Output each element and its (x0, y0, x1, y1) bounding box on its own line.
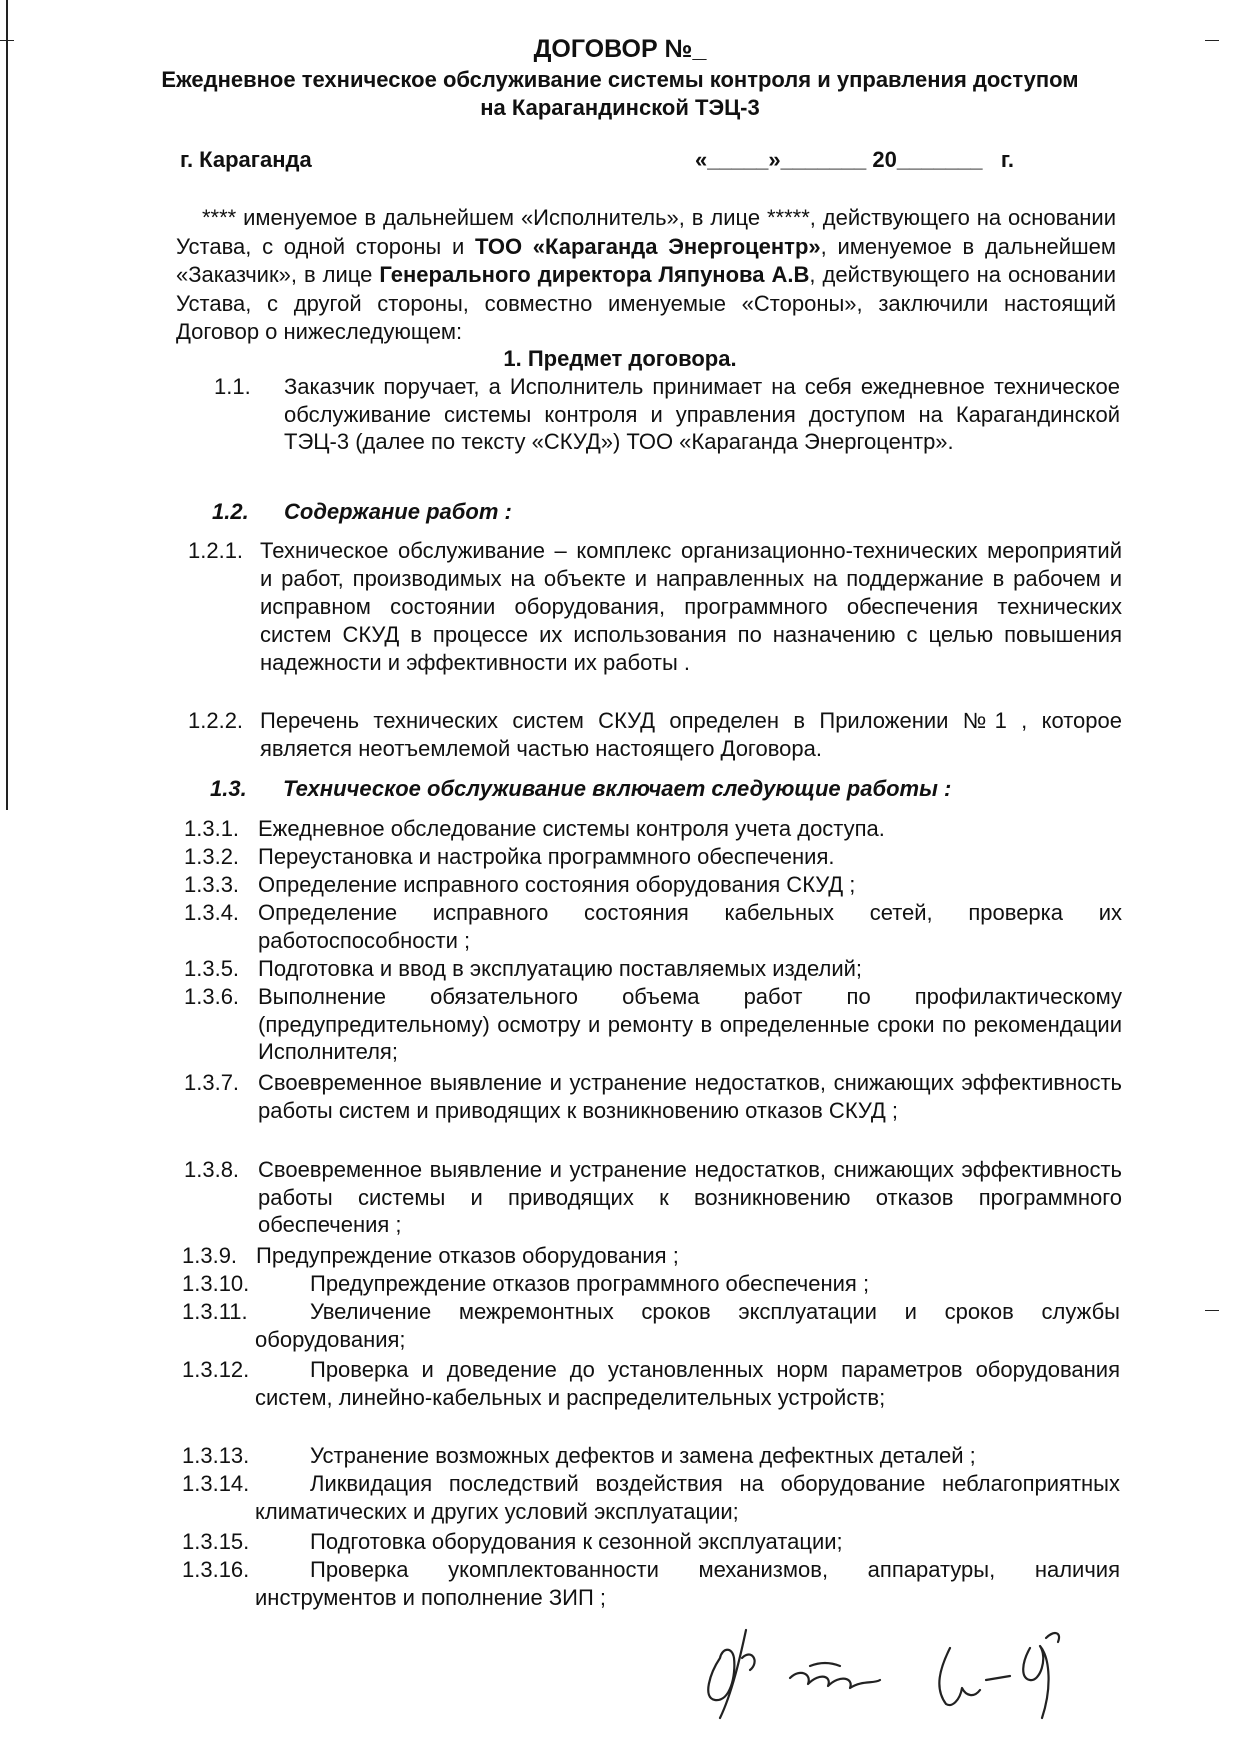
item-text: Своевременное выявление и устранение недостатков, снижающих эффективность работы системы и приводящих к возникновению отказов программного обеспечения ; (258, 1157, 1122, 1237)
clause-number: 1.1. (214, 374, 251, 399)
item-number: 1.3.2. (184, 844, 240, 869)
list-item (0, 1442, 1240, 1470)
handwritten-signature (690, 1618, 1110, 1728)
item-text: Предупреждение отказов программного обеспечения ; (310, 1271, 870, 1296)
item-text: Переустановка и настройка программного обеспечения. (258, 844, 835, 869)
item-text: Устранение возможных дефектов и замена дефектных деталей ; (310, 1443, 976, 1468)
list-item (0, 955, 1240, 983)
preamble-text-3: , действующего на основании Устава, с другой стороны, совместно именуемые «Стороны», заключили настоящий Договор о нижеследующем: (176, 262, 1116, 344)
clause-text: Техническое обслуживание – комплекс организационно-технических мероприятий и работ, производимых на объекте и направленных на поддержание в рабочем и исправном состоянии оборудования, программного обеспечения технических систем СКУД в процессе их использования по назначению с целью повышения надежности и эффективности их работы . (260, 538, 1122, 675)
list-item (0, 1298, 1240, 1354)
clause-text: Заказчик поручает, а Исполнитель принимает на себя ежедневное техническое обслуживание системы контроля и управления доступом на Карагандинской ТЭЦ-3 (далее по тексту «СКУД») ТОО «Караганда Энергоцентр». (284, 374, 1120, 454)
clause-1-3-heading: Техническое обслуживание включает следующие работы : (283, 776, 952, 801)
clause-1-3-number: 1.3. (210, 776, 247, 801)
customer-company: ТОО «Караганда Энергоцентр» (474, 233, 821, 259)
item-number: 1.3.8. (184, 1157, 240, 1182)
preamble-text-2: , именуемое в дальнейшем «Заказчик», в лице (176, 233, 1117, 287)
item-text: Проверка укомплектованности механизмов, аппаратуры, наличия инструментов и пополнение ЗИП ; (255, 1557, 1120, 1610)
section-heading: 1. Предмет договора. (503, 346, 737, 371)
item-text: Проверка и доведение до установленных норм параметров оборудования систем, линейно-кабельных и распределительных устройств; (255, 1357, 1120, 1410)
item-number: 1.3.5. (184, 956, 240, 981)
list-item (0, 1270, 1240, 1298)
item-number: 1.3.16. (182, 1557, 250, 1582)
customer-director: Генерального директора Ляпунова А.В (379, 262, 810, 287)
item-text: Предупреждение отказов оборудования ; (256, 1243, 679, 1268)
list-item (0, 815, 1240, 843)
document-subtitle: Ежедневное техническое обслуживание системы контроля и управления доступом на Карагандинской ТЭЦ-3 (161, 67, 1079, 120)
list-item (0, 1470, 1240, 1526)
item-number: 1.3.11. (182, 1299, 248, 1324)
list-item (0, 1069, 1240, 1153)
item-number: 1.3.1. (184, 816, 240, 841)
item-text: Своевременное выявление и устранение недостатков, снижающих эффективность работы систем и приводящих к возникновению отказов СКУД ; (258, 1070, 1122, 1123)
list-item (0, 843, 1240, 871)
item-text: Определение исправного состояния кабельных сетей, проверка их работоспособности ; (258, 900, 1122, 953)
item-text: Выполнение обязательного объема работ по профилактическому (предупредительному) осмотру и ремонту в определенные сроки по рекомендации Исполнителя; (258, 984, 1122, 1064)
preamble-text-1: **** именуемое в дальнейшем «Исполнитель», в лице *****, действующего на основании Устава, с одной стороны и (176, 205, 1116, 259)
list-item (0, 1356, 1240, 1440)
item-number: 1.3.15. (182, 1529, 250, 1554)
clause-number: 1.2.2. (188, 708, 244, 733)
item-number: 1.3.7. (184, 1070, 240, 1095)
list-item (0, 1242, 1240, 1270)
item-number: 1.3.13. (182, 1443, 250, 1468)
list-item (0, 1528, 1240, 1556)
clause-1-2-number: 1.2. (212, 499, 249, 524)
item-number: 1.3.6. (184, 984, 240, 1009)
list-item (0, 1156, 1240, 1240)
clause-number: 1.2.1. (188, 538, 244, 563)
item-number: 1.3.4. (184, 900, 240, 925)
item-number: 1.3.12. (182, 1357, 250, 1382)
item-text: Ежедневное обследование системы контроля учета доступа. (258, 816, 885, 841)
item-number: 1.3.3. (184, 872, 240, 897)
clause-text: Перечень технических систем СКУД определен в Приложении №1 , которое является неотъемлемой частью настоящего Договора. (260, 708, 1122, 761)
item-text: Определение исправного состояния оборудования СКУД ; (258, 872, 856, 897)
contract-date: «_____»_______ 20_______ г. (695, 147, 1014, 172)
clause-1-2-1 (0, 537, 1240, 707)
clause-1-2-2 (0, 707, 1240, 767)
item-text: Ликвидация последствий воздействия на оборудование неблагоприятных климатических и других условий эксплуатации; (255, 1471, 1120, 1524)
item-number: 1.3.14. (182, 1471, 250, 1496)
item-number: 1.3.10. (182, 1271, 250, 1296)
item-text: Подготовка оборудования к сезонной эксплуатации; (310, 1529, 843, 1554)
clause-1-2-heading: Содержание работ : (284, 499, 512, 524)
document-title: ДОГОВОР №_ (533, 35, 707, 63)
item-text: Увеличение межремонтных сроков эксплуатации и сроков службы оборудования; (255, 1299, 1120, 1352)
contract-city: г. Караганда (180, 147, 312, 172)
list-item (0, 899, 1240, 955)
clause-1-1 (0, 373, 1240, 488)
list-item (0, 983, 1240, 1067)
preamble-paragraph (176, 204, 1116, 347)
list-item (0, 871, 1240, 899)
item-number: 1.3.9. (182, 1243, 238, 1268)
item-text: Подготовка и ввод в эксплуатацию поставляемых изделий; (258, 956, 863, 981)
list-item (0, 1556, 1240, 1612)
